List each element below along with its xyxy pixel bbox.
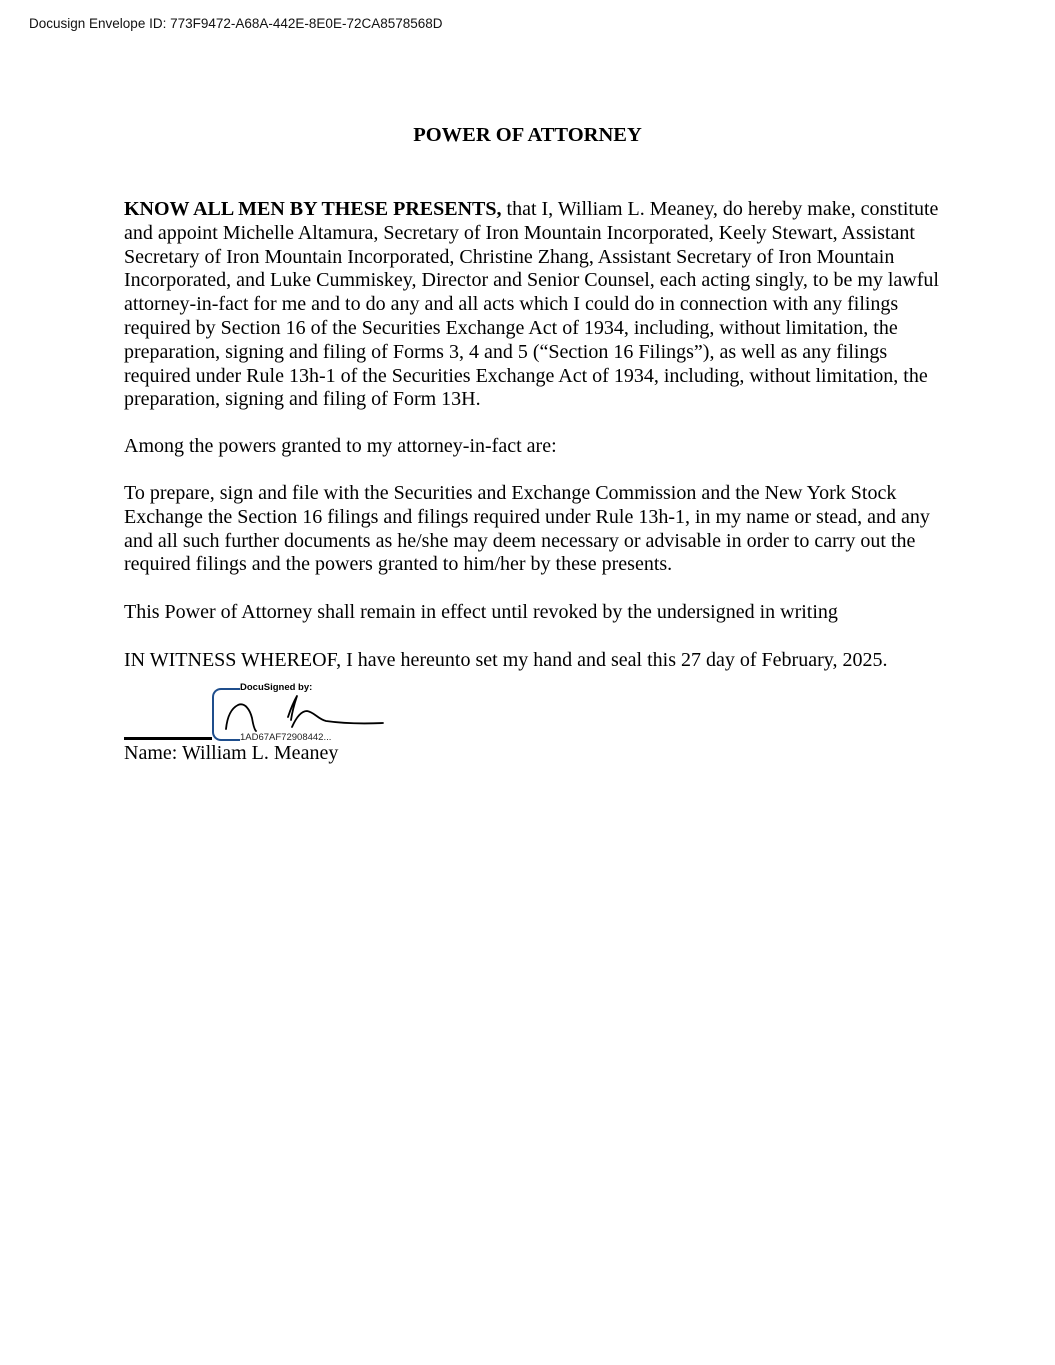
signer-name: Name: William L. Meaney [124,742,339,764]
powers-intro-paragraph: Among the powers granted to my attorney-in-fact are: [124,435,557,457]
effect-clause-paragraph: This Power of Attorney shall remain in effect until revoked by the undersigned in writing [124,601,838,623]
witness-clause-paragraph: IN WITNESS WHEREOF, I have hereunto set my hand and seal this 27 day of February, 2025. [124,649,888,671]
intro-body: that I, William L. Meaney, do hereby make, constitute and appoint Michelle Altamura, Secretary of Iron Mountain Incorporated, Keely Stewart, Assistant Secretary of Iron Mountain Incorporated, Christine Zhang, Assistant Secretary of Iron Mountain Incorporated, and Luke Cummiskey, Director and Senior Counsel, each acting singly, to be my lawful attorney-in-fact for me and to do any and all acts which I could do in connection with any filings required by Section 16 of the Securities Exchange Act of 1934, including, without limitation, the preparation, signing and filing of Forms 3, 4 and 5 (“Section 16 Filings”), as well as any filings required under Rule 13h-1 of the Securities Exchange Act of 1934, including, without limitation, the preparation, signing and filing of Form 13H. [124,198,939,411]
signer-id-code: 1AD67AF72908442... [240,732,332,743]
page-title: POWER OF ATTORNEY [413,124,642,146]
docusigned-by-label: DocuSigned by: [240,682,313,693]
envelope-id: Docusign Envelope ID: 773F9472-A68A-442E-8E0E-72CA8578568D [29,16,443,31]
signature-line [124,737,212,740]
docusign-signature-block [210,683,400,745]
powers-body-paragraph: To prepare, sign and file with the Securities and Exchange Commission and the New York Stock Exchange the Section 16 filings and filings required under Rule 13h-1, in my name or stead, and any and all such further documents as he/she may deem necessary or advisable in order to carry out the required filings and the powers granted to him/her by these presents. [124,482,930,576]
intro-paragraph [124,198,939,412]
intro-lead: KNOW ALL MEN BY THESE PRESENTS, [124,198,502,220]
